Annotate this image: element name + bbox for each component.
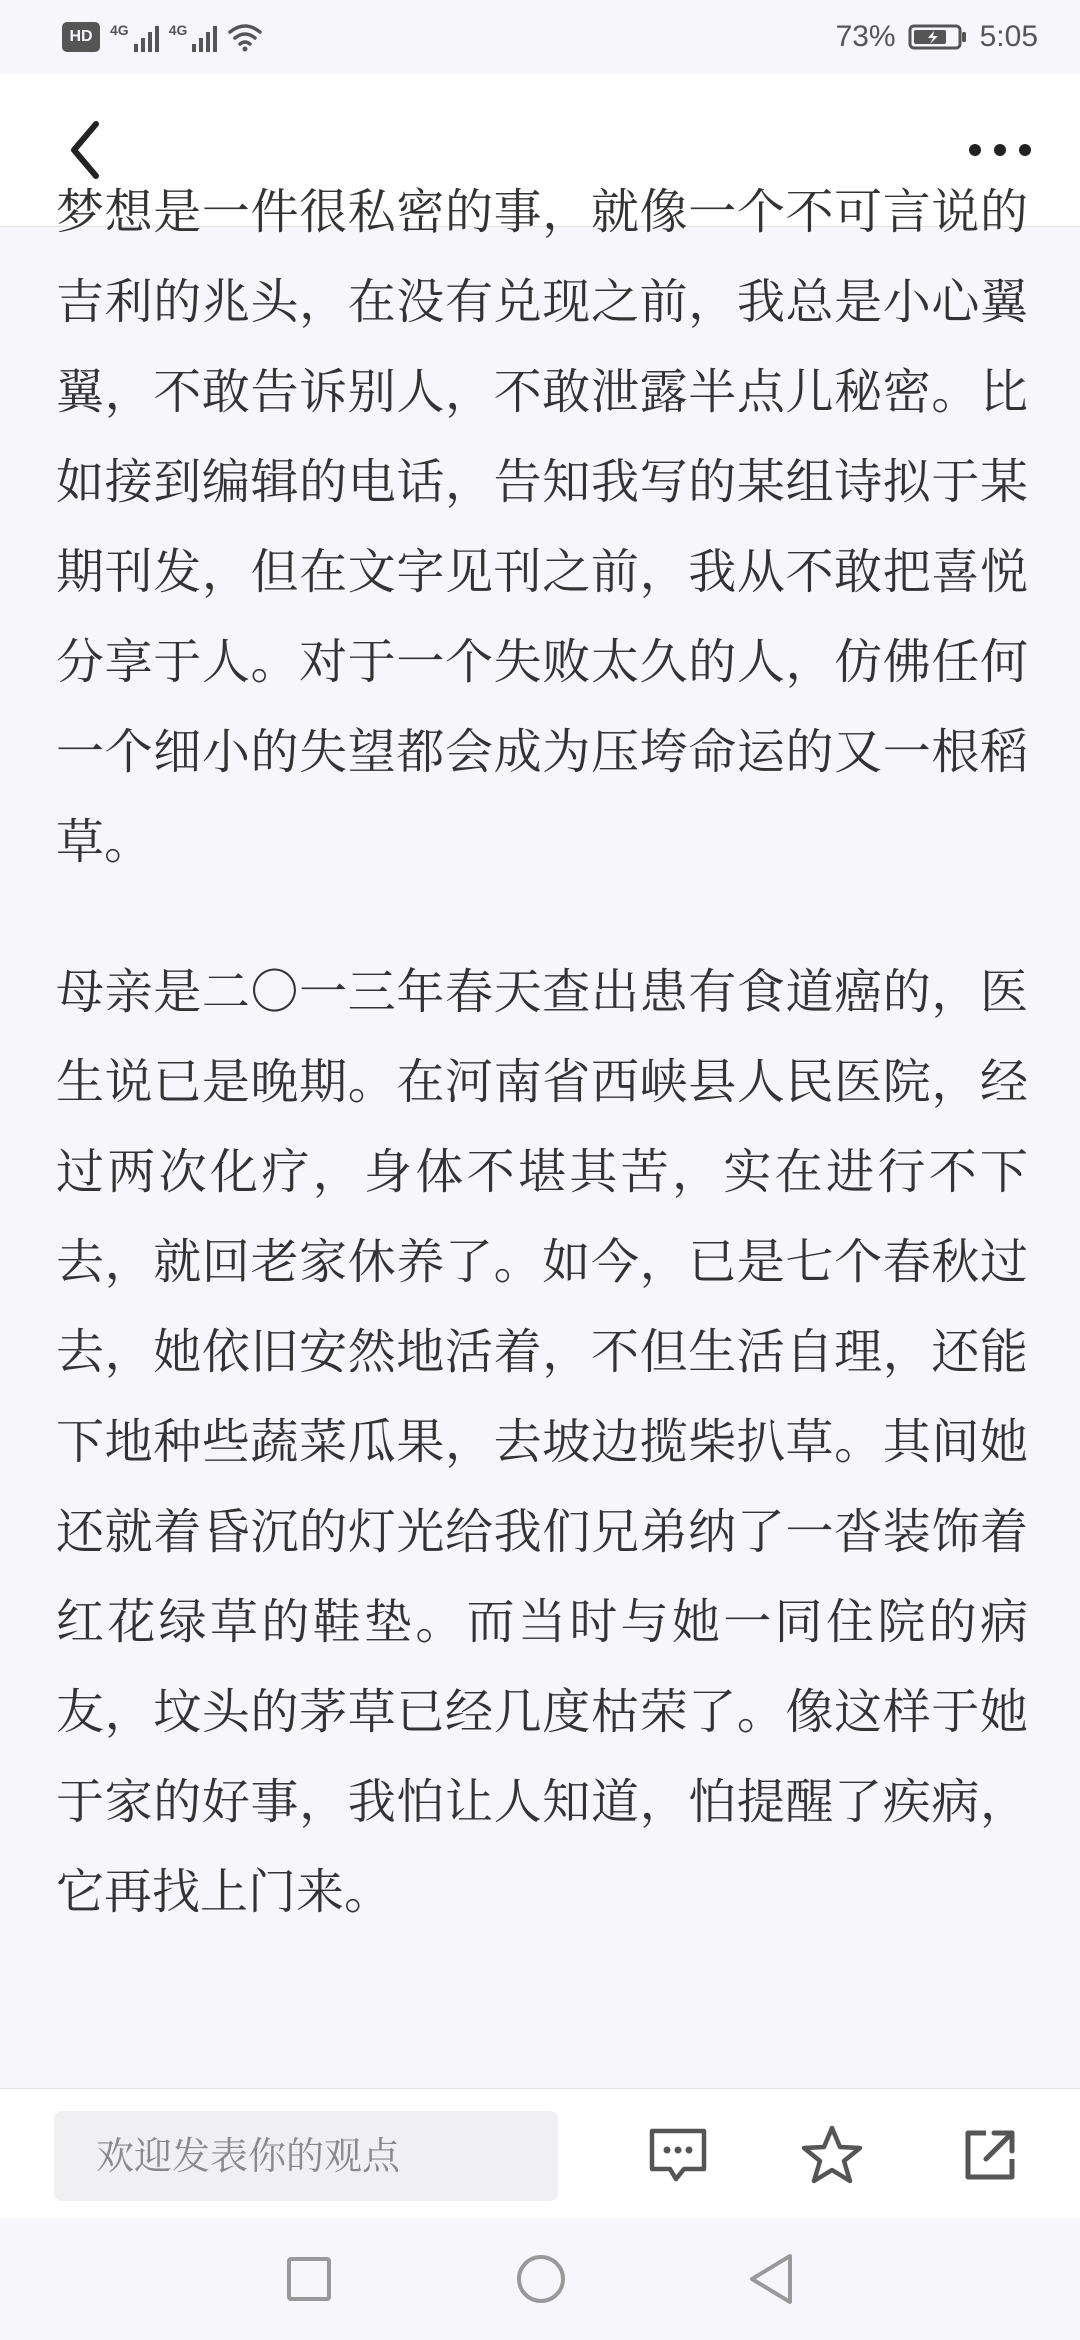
battery-percent: 73% bbox=[835, 20, 896, 53]
share-button[interactable] bbox=[944, 2109, 1036, 2201]
wifi-icon bbox=[227, 22, 263, 52]
share-icon bbox=[960, 2125, 1020, 2185]
more-horizontal-icon bbox=[967, 142, 1033, 158]
favorite-button[interactable] bbox=[786, 2109, 878, 2201]
comments-icon bbox=[646, 2125, 710, 2185]
network-type-label: 4G bbox=[168, 22, 188, 38]
hd-label: HD bbox=[69, 28, 93, 45]
recent-apps-button[interactable] bbox=[272, 2242, 346, 2316]
bottom-action-bar bbox=[0, 2088, 1080, 2219]
signal-icon bbox=[169, 22, 218, 52]
back-triangle-icon bbox=[746, 2252, 796, 2306]
battery-icon bbox=[908, 23, 968, 51]
network-type-label: 4G bbox=[110, 22, 129, 38]
article-paragraph: 母亲是二〇一三年春天查出患有食道癌的，医生说已是晚期。在河南省西峡县人民医院，经过两次化疗，身体不堪其苦，实在进行不下去，就回老家休养了。如今，已是七个春秋过去，她依旧安然地活着，不但生活自理，还能下地种些蔬菜瓜果，去坡边揽柴扒草。其间她还就着昏沉的灯光给我们兄弟纳了一沓装饰着红花绿草的鞋垫。而当时与她一同住院的病友，坟头的茅草已经几度枯荣了。像这样于她于家的好事，我怕让人知道，怕提醒了疾病，它再找上门来。 bbox=[56, 964, 1028, 1920]
article-paragraph: 梦想是一件很私密的事，就像一个不可言说的吉利的兆头，在没有兑现之前，我总是小心翼翼，不敢告诉别人，不敢泄露半点儿秘密。比如接到编辑的电话，告知我写的某组诗拟于某期刊发，但在文字见刊之前，我从不敢把喜悦分享于人。对于一个失败太久的人，仿佛任何一个细小的失望都会成为压垮命运的又一根稻草。 bbox=[56, 184, 1028, 870]
status-left-group bbox=[62, 18, 263, 56]
clock: 5:05 bbox=[979, 20, 1038, 53]
status-bar bbox=[0, 0, 1080, 74]
comment-input[interactable] bbox=[54, 2111, 558, 2201]
article-body bbox=[56, 167, 1028, 1997]
home-button[interactable] bbox=[504, 2242, 578, 2316]
comments-button[interactable] bbox=[632, 2109, 724, 2201]
star-icon bbox=[799, 2123, 865, 2187]
signal-icon bbox=[110, 22, 159, 52]
home-icon bbox=[514, 2252, 568, 2306]
system-navigation-bar bbox=[0, 2218, 1080, 2340]
status-right-group bbox=[836, 18, 1038, 56]
system-back-button[interactable] bbox=[734, 2242, 808, 2316]
hd-icon bbox=[62, 22, 100, 52]
recent-apps-icon bbox=[285, 2255, 333, 2303]
article-content[interactable] bbox=[0, 184, 1080, 2087]
